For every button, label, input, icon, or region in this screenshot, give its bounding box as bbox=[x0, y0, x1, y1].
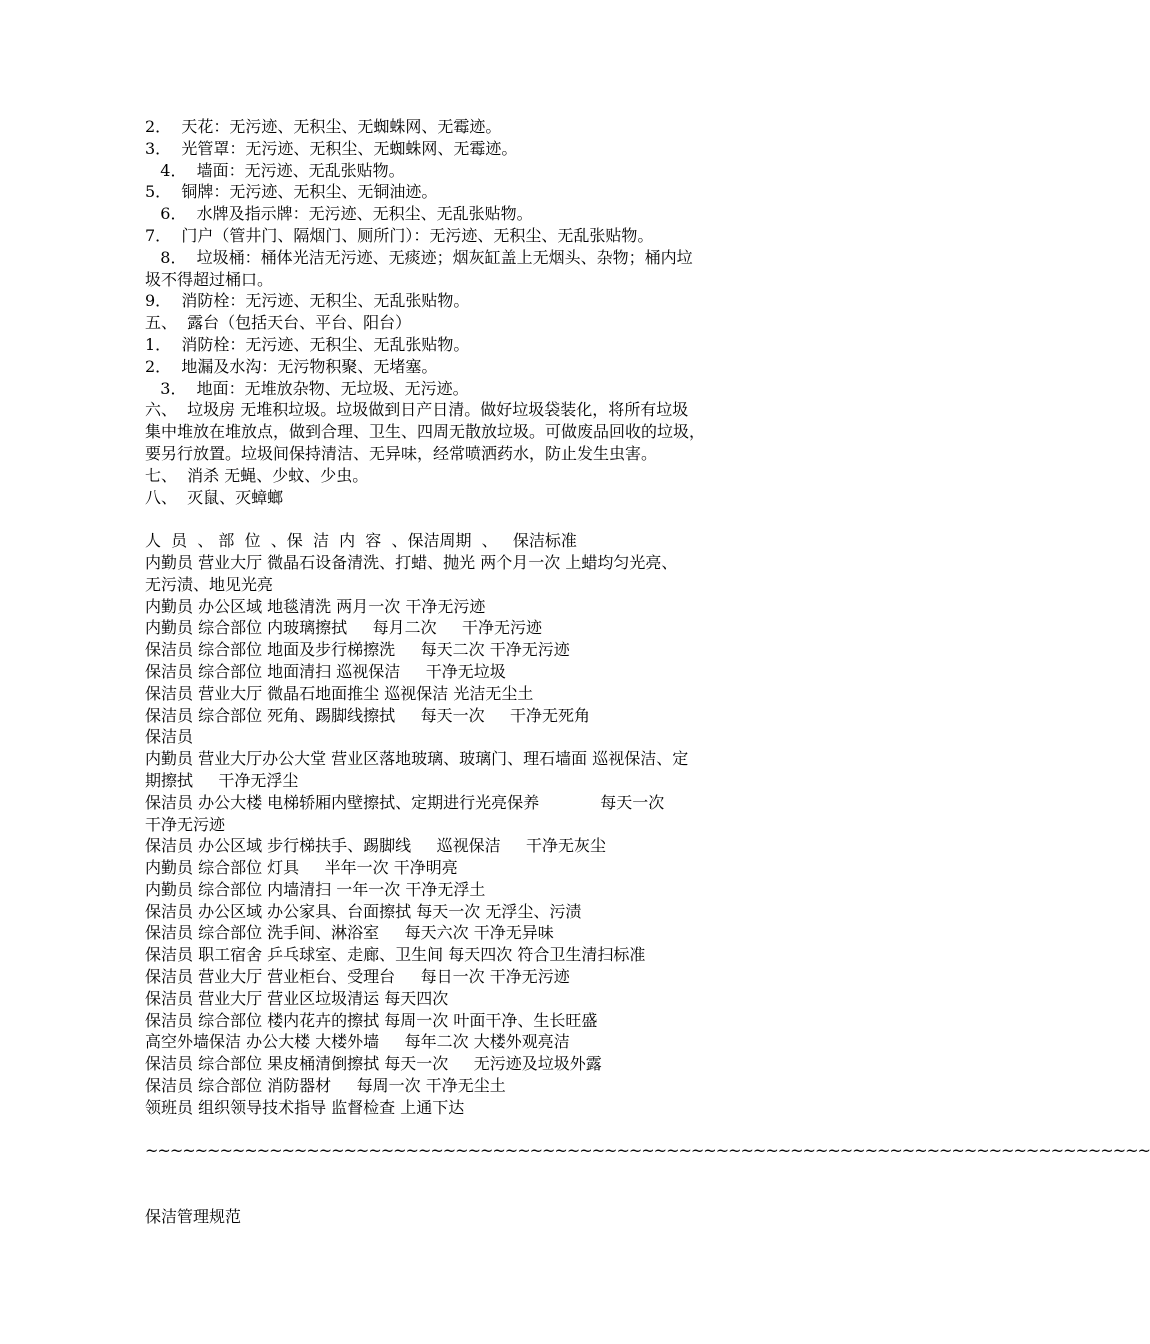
table-row: 保洁员 综合部位 楼内花卉的擦拭 每周一次 叶面干净、生长旺盛 bbox=[145, 1010, 598, 1030]
table-row: 保洁员 bbox=[145, 727, 194, 747]
list-item: 9． 消防栓：无污迹、无积尘、无乱张贴物。 bbox=[145, 291, 470, 311]
table-row: 保洁员 综合部位 果皮桶清倒擦拭 每天一次 无污迹及垃圾外露 bbox=[145, 1054, 602, 1074]
paragraph-line: 集中堆放在堆放点，做到合理、卫生、四周无散放垃圾。可做废品回收的垃圾， bbox=[145, 422, 706, 442]
table-header: 人 员 、 部 位 、保 洁 内 容 、保洁周期 、 保洁标准 bbox=[145, 531, 577, 551]
section-heading-terrace: 五、 露台（包括天台、平台、阳台） bbox=[145, 313, 412, 333]
table-row: 保洁员 营业大厅 微晶石地面推尘 巡视保洁 光洁无尘土 bbox=[145, 683, 534, 703]
table-row: 内勤员 综合部位 灯具 半年一次 干净明亮 bbox=[145, 858, 458, 878]
list-item: 7． 门户（管井门、隔烟门、厕所门）：无污迹、无积尘、无乱张贴物。 bbox=[145, 225, 654, 245]
table-row: 保洁员 营业大厅 营业柜台、受理台 每日一次 干净无污迹 bbox=[145, 967, 570, 987]
paragraph-line: 要另行放置。垃圾间保持清洁、无异味，经常喷洒药水，防止发生虫害。 bbox=[145, 443, 658, 463]
table-row: 保洁员 办公区域 办公家具、台面擦拭 每天一次 无浮尘、污渍 bbox=[145, 901, 582, 921]
list-item: 3． 光管罩：无污迹、无积尘、无蜘蛛网、无霉迹。 bbox=[145, 138, 518, 158]
list-item-garbage-bin-continued: 圾不得超过桶口。 bbox=[145, 269, 274, 289]
list-item-garbage-bin: 8． 垃圾桶：桶体光洁无污迹、无痰迹；烟灰缸盖上无烟头、杂物；桶内垃 bbox=[145, 247, 693, 267]
list-item: 4． 墙面：无污迹、无乱张贴物。 bbox=[145, 160, 405, 180]
list-item: 6． 水牌及指示牌：无污迹、无积尘、无乱张贴物。 bbox=[145, 204, 533, 224]
table-row: 内勤员 综合部位 内墙清扫 一年一次 干净无浮土 bbox=[145, 879, 486, 899]
table-row: 内勤员 综合部位 内玻璃擦拭 每月二次 干净无污迹 bbox=[145, 618, 543, 638]
blank-line bbox=[145, 1119, 815, 1141]
table-row: 保洁员 办公大楼 电梯轿厢内壁擦拭、定期进行光亮保养 每天一次 bbox=[145, 792, 665, 812]
table-row: 无污渍、地见光亮 bbox=[145, 574, 274, 594]
list-item: 5． 铜牌：无污迹、无积尘、无铜油迹。 bbox=[145, 182, 438, 202]
blank-line bbox=[145, 1162, 815, 1184]
section-title: 保洁管理规范 bbox=[145, 1206, 242, 1226]
list-item: 1． 消防栓：无污迹、无积尘、无乱张贴物。 bbox=[145, 334, 470, 354]
table-row: 领班员 组织领导技术指导 监督检查 上通下达 bbox=[145, 1097, 465, 1117]
cleaning-schedule-table bbox=[145, 530, 815, 1119]
paragraph-line: 六、 垃圾房 无堆积垃圾。垃圾做到日产日清。做好垃圾袋装化，将所有垃圾 bbox=[145, 400, 689, 420]
blank-line bbox=[145, 508, 815, 530]
table-row: 保洁员 综合部位 消防器材 每周一次 干净无尘土 bbox=[145, 1076, 506, 1096]
garbage-room-paragraph bbox=[145, 399, 815, 464]
table-row: 干净无污迹 bbox=[145, 814, 226, 834]
tilde-divider: ~~~~~~~~~~~~~~~~~~~~~~~~~~~~~~~~~~~~~~~~~~~~~~~~~~~~~~~~~~~~~~~~~~~~~~~~~~~~~~~~~ bbox=[145, 1141, 1150, 1161]
table-row: 保洁员 综合部位 地面清扫 巡视保洁 干净无垃圾 bbox=[145, 661, 506, 681]
list-item: 3． 地面：无堆放杂物、无垃圾、无污迹。 bbox=[145, 378, 469, 398]
section-heading-pest-control: 八、 灭鼠、灭蟑螂 bbox=[145, 487, 284, 507]
table-row: 期擦拭 干净无浮尘 bbox=[145, 770, 299, 790]
table-row: 保洁员 综合部位 地面及步行梯擦洗 每天二次 干净无污迹 bbox=[145, 640, 570, 660]
table-row: 内勤员 营业大厅 微晶石设备清洗、打蜡、抛光 两个月一次 上蜡均匀光亮、 bbox=[145, 552, 678, 572]
table-row: 内勤员 办公区域 地毯清洗 两月一次 干净无污迹 bbox=[145, 596, 486, 616]
section-heading-disinfection: 七、 消杀 无蝇、少蚊、少虫。 bbox=[145, 465, 369, 485]
list-item: 2． 地漏及水沟：无污物积聚、无堵塞。 bbox=[145, 356, 438, 376]
list-item: 2． 天花：无污迹、无积尘、无蜘蛛网、无霉迹。 bbox=[145, 117, 502, 136]
blank-line bbox=[145, 1184, 815, 1206]
table-row: 保洁员 办公区域 步行梯扶手、踢脚线 巡视保洁 干净无灰尘 bbox=[145, 836, 607, 856]
table-row: 保洁员 职工宿舍 乒乓球室、走廊、卫生间 每天四次 符合卫生清扫标准 bbox=[145, 945, 646, 965]
section-c-list bbox=[145, 465, 815, 509]
table-row: 内勤员 营业大厅办公大堂 营业区落地玻璃、玻璃门、理石墙面 巡视保洁、定 bbox=[145, 749, 689, 769]
table-row: 保洁员 综合部位 洗手间、淋浴室 每天六次 干净无异味 bbox=[145, 923, 554, 943]
section-a-list bbox=[145, 116, 815, 290]
table-row: 保洁员 营业大厅 营业区垃圾清运 每天四次 bbox=[145, 988, 449, 1008]
table-row: 保洁员 综合部位 死角、踢脚线擦拭 每天一次 干净无死角 bbox=[145, 705, 591, 725]
section-b-list bbox=[145, 290, 815, 399]
document-body bbox=[145, 116, 1150, 1228]
table-row: 高空外墙保洁 办公大楼 大楼外墙 每年二次 大楼外观亮洁 bbox=[145, 1032, 570, 1052]
